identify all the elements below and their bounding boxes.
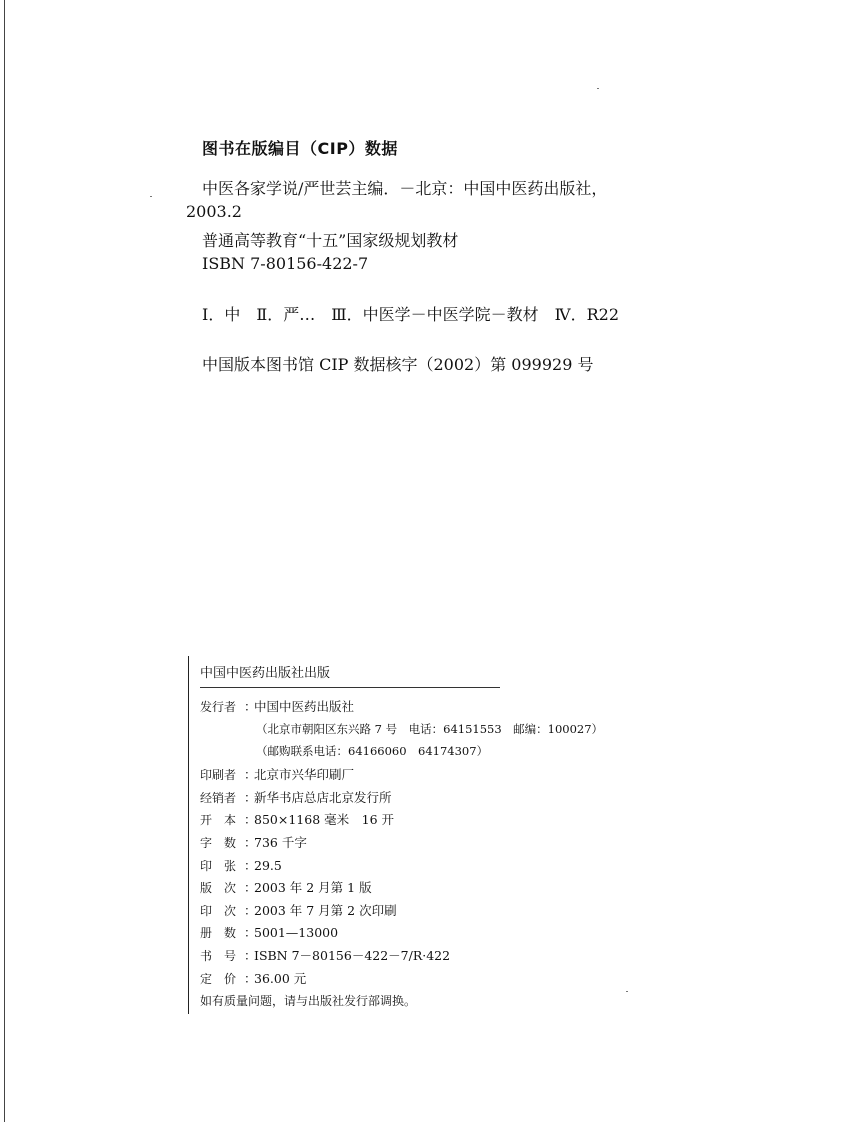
scan-speck: [626, 991, 628, 992]
imprint-value: 36.00 元: [254, 971, 307, 986]
imprint-label: 经销者: [200, 791, 237, 805]
imprint-value: 北京市兴华印刷厂: [254, 767, 355, 782]
imprint-row-format: 开 本 ：850×1168 毫米 16 开: [200, 812, 394, 827]
cip-description-line-1: 中医各家学说/严世芸主编．－北京：中国中医药出版社，: [202, 179, 608, 198]
scan-speck: [150, 196, 152, 197]
imprint-row-distributor: 发行者 ：中国中医药出版社: [200, 699, 355, 714]
scan-speck: [597, 88, 599, 89]
imprint-row-edition: 版 次 ：2003 年 2 月第 1 版: [200, 880, 372, 895]
imprint-label: 印刷者: [200, 768, 237, 782]
imprint-row-copies: 册 数 ：5001—13000: [200, 925, 339, 940]
cip-description-line-2: 2003.2: [186, 202, 242, 221]
imprint-left-rule: [188, 656, 189, 1014]
imprint-value: 5001—13000: [254, 925, 339, 940]
imprint-label: 定 价: [200, 972, 237, 986]
imprint-row-seller: 经销者 ：新华书店总店北京发行所: [200, 790, 392, 805]
imprint-address-line: （北京市朝阳区东兴路 7 号 电话：64151553 邮编：100027）: [256, 722, 604, 736]
cip-isbn: ISBN 7-80156-422-7: [202, 254, 369, 273]
imprint-value: 850×1168 毫米 16 开: [254, 812, 394, 827]
cip-verification-number: 中国版本图书馆 CIP 数据核字（2002）第 099929 号: [202, 355, 594, 374]
imprint-row-word-count: 字 数 ：736 千字: [200, 835, 307, 850]
imprint-label: 字 数: [200, 836, 237, 850]
imprint-row-sheets: 印 张 ：29.5: [200, 858, 282, 873]
imprint-publisher-heading: 中国中医药出版社出版: [200, 666, 331, 681]
imprint-value: 2003 年 7 月第 2 次印刷: [254, 903, 397, 918]
imprint-footer-note: 如有质量问题，请与出版社发行部调换。: [200, 994, 417, 1008]
imprint-label: 册 数: [200, 926, 237, 940]
imprint-value: 736 千字: [254, 835, 307, 850]
imprint-value: 29.5: [254, 858, 282, 873]
imprint-label: 印 次: [200, 904, 237, 918]
imprint-value: ISBN 7－80156－422－7/R·422: [254, 948, 451, 963]
imprint-value: 中国中医药出版社: [254, 699, 355, 714]
imprint-block: [188, 656, 618, 1014]
imprint-mail-order-line: （邮购联系电话：64166060 64174307）: [256, 744, 489, 758]
imprint-value: 2003 年 2 月第 1 版: [254, 880, 372, 895]
imprint-label: 印 张: [200, 859, 237, 873]
imprint-value: 新华书店总店北京发行所: [254, 790, 392, 805]
cip-classification: Ⅰ．中 Ⅱ．严… Ⅲ．中医学－中医学院－教材 Ⅳ．R22: [202, 305, 620, 324]
imprint-row-printing: 印 次 ：2003 年 7 月第 2 次印刷: [200, 903, 397, 918]
imprint-label: 版 次: [200, 881, 237, 895]
imprint-row-printer: 印刷者 ：北京市兴华印刷厂: [200, 767, 355, 782]
imprint-divider: [200, 687, 500, 688]
page-edge-line: [4, 0, 5, 1122]
imprint-row-price: 定 价 ：36.00 元: [200, 971, 307, 986]
imprint-row-book-number: 书 号 ：ISBN 7－80156－422－7/R·422: [200, 948, 451, 963]
cip-title: 图书在版编目（CIP）数据: [202, 139, 398, 158]
cip-series: 普通高等教育“十五”国家级规划教材: [202, 231, 459, 250]
imprint-label: 开 本: [200, 813, 237, 827]
imprint-label: 书 号: [200, 949, 237, 963]
imprint-label: 发行者: [200, 700, 237, 714]
